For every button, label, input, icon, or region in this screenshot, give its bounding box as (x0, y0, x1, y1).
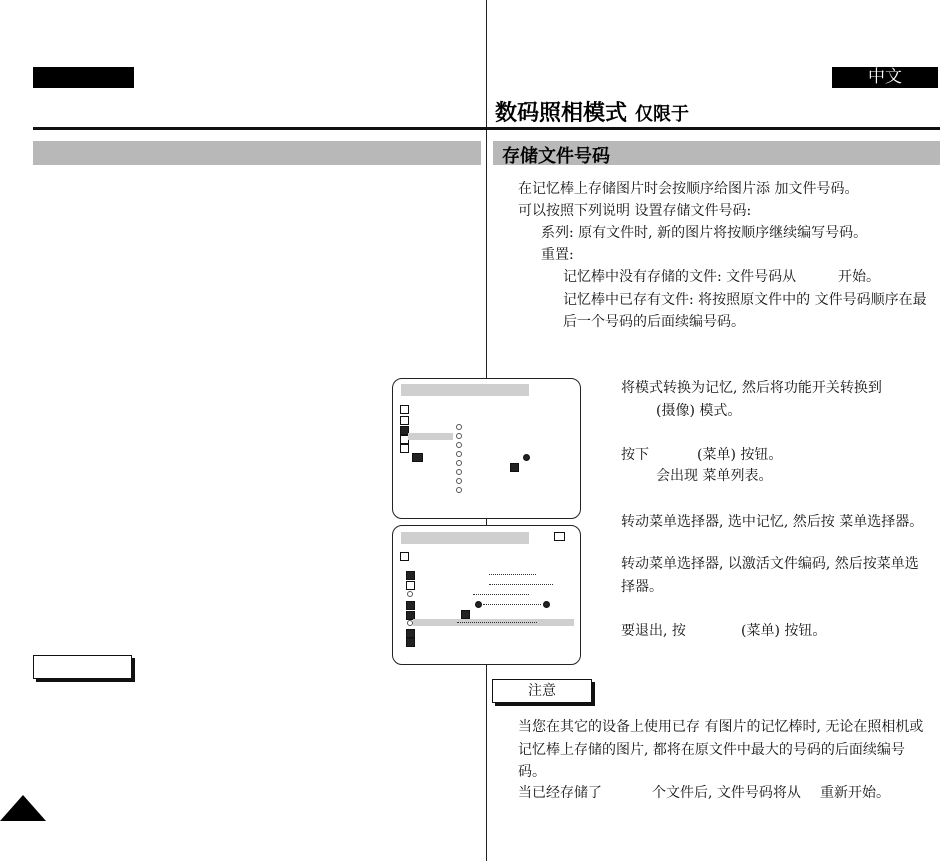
menu-bullet (407, 591, 413, 597)
menu-bullet (456, 424, 462, 430)
screen-title-bar (401, 384, 529, 396)
camera-screen-2 (392, 525, 581, 665)
camera-icon (461, 610, 470, 619)
menu-bullet (456, 442, 462, 448)
music-note-icon (543, 601, 550, 608)
menu-bullet (456, 433, 462, 439)
dotted-leader (483, 604, 541, 605)
step-2-line-1: 按下 (621, 447, 649, 463)
note-line-1: 当您在其它的设备上使用已存 有图片的记忆棒时, 无论在照相机或 (518, 719, 924, 735)
camera-icon (406, 638, 415, 647)
intro-line-1: 在记忆棒上存储图片时会按顺序给图片添 加文件号码。 (518, 181, 859, 197)
page-corner-triangle-icon (0, 795, 46, 821)
menu-bullet (456, 478, 462, 484)
header-rule (33, 127, 940, 130)
battery-icon (554, 532, 565, 541)
note-line-4: 当已经存储了 (518, 785, 602, 801)
intro-line-2: 可以按照下列说明 设置存储文件号码: (518, 203, 752, 219)
dotted-leader (489, 574, 536, 575)
reset-empty-line: 记忆棒中没有存储的文件: 文件号码从 (563, 269, 797, 285)
step-4-line-1: 转动菜单选择器, 以激活文件编码, 然后按菜单选 (621, 556, 919, 572)
note-line-3: 码。 (518, 764, 546, 780)
section-bar-left (33, 141, 481, 165)
language-tab-left (33, 67, 134, 88)
note-line-4-mid: 个文件后, 文件号码将从 (652, 785, 801, 801)
step-5-line-1: 要退出, 按 (621, 623, 686, 639)
page-title-main: 数码照相模式 (495, 101, 628, 126)
menu-bullet (456, 487, 462, 493)
tape-icon (412, 453, 423, 462)
page-title-suffix: 仅限于 (635, 104, 690, 125)
section-bar-right (493, 141, 940, 165)
menu-highlight (408, 433, 453, 440)
reset-existing-line-2: 后一个号码的后面续编号码。 (563, 314, 745, 330)
language-tab-chinese: 中文 (832, 67, 938, 88)
page-title (495, 96, 689, 127)
note-line-4-end: 重新开始。 (820, 785, 890, 801)
dotted-leader (457, 622, 537, 623)
reset-empty-line-end: 开始。 (838, 269, 880, 285)
step-2-line-2: 会出现 菜单列表。 (656, 468, 773, 484)
folder-icon (400, 405, 409, 414)
folder-icon (400, 416, 409, 425)
step-3-line-1: 转动菜单选择器, 选中记忆, 然后按 菜单选择器。 (621, 514, 924, 530)
camera-icon (406, 629, 415, 638)
section-title: 存储文件号码 (502, 146, 610, 167)
note-label: 注意 (492, 679, 592, 703)
camera-icon (406, 601, 415, 610)
camera-screen-1 (392, 378, 581, 519)
music-note-icon (475, 601, 482, 608)
option-reset: 重置: (541, 247, 574, 263)
menu-bullet (456, 451, 462, 457)
note-line-2: 记忆棒上存储的图片, 都将在原文件中最大的号码的后面续编号 (518, 742, 905, 758)
step-1-line-2: (摄像) 模式。 (656, 403, 742, 419)
folder-icon (400, 444, 409, 453)
menu-bullet (456, 469, 462, 475)
screen-title-bar (401, 532, 529, 544)
reset-existing-line: 记忆棒中已存有文件: 将按照原文件中的 文件号码顺序在最 (563, 292, 927, 308)
step-1-line-1: 将模式转换为记忆, 然后将功能开关转换到 (621, 380, 882, 396)
dotted-leader (489, 584, 553, 585)
folder-icon (400, 552, 409, 561)
step-2-line-1-end: (菜单) 按钮。 (697, 447, 783, 463)
camera-icon (510, 463, 519, 472)
folder-icon (406, 581, 415, 590)
step-5-line-1-end: (菜单) 按钮。 (741, 623, 827, 639)
step-4-line-2: 择器。 (621, 579, 663, 595)
music-note-icon (523, 454, 530, 461)
dotted-leader (473, 594, 529, 595)
camera-icon (406, 571, 415, 580)
note-box-left (33, 655, 132, 679)
option-series: 系列: 原有文件时, 新的图片将按顺序继续编写号码。 (541, 225, 868, 241)
menu-bullet (456, 460, 462, 466)
